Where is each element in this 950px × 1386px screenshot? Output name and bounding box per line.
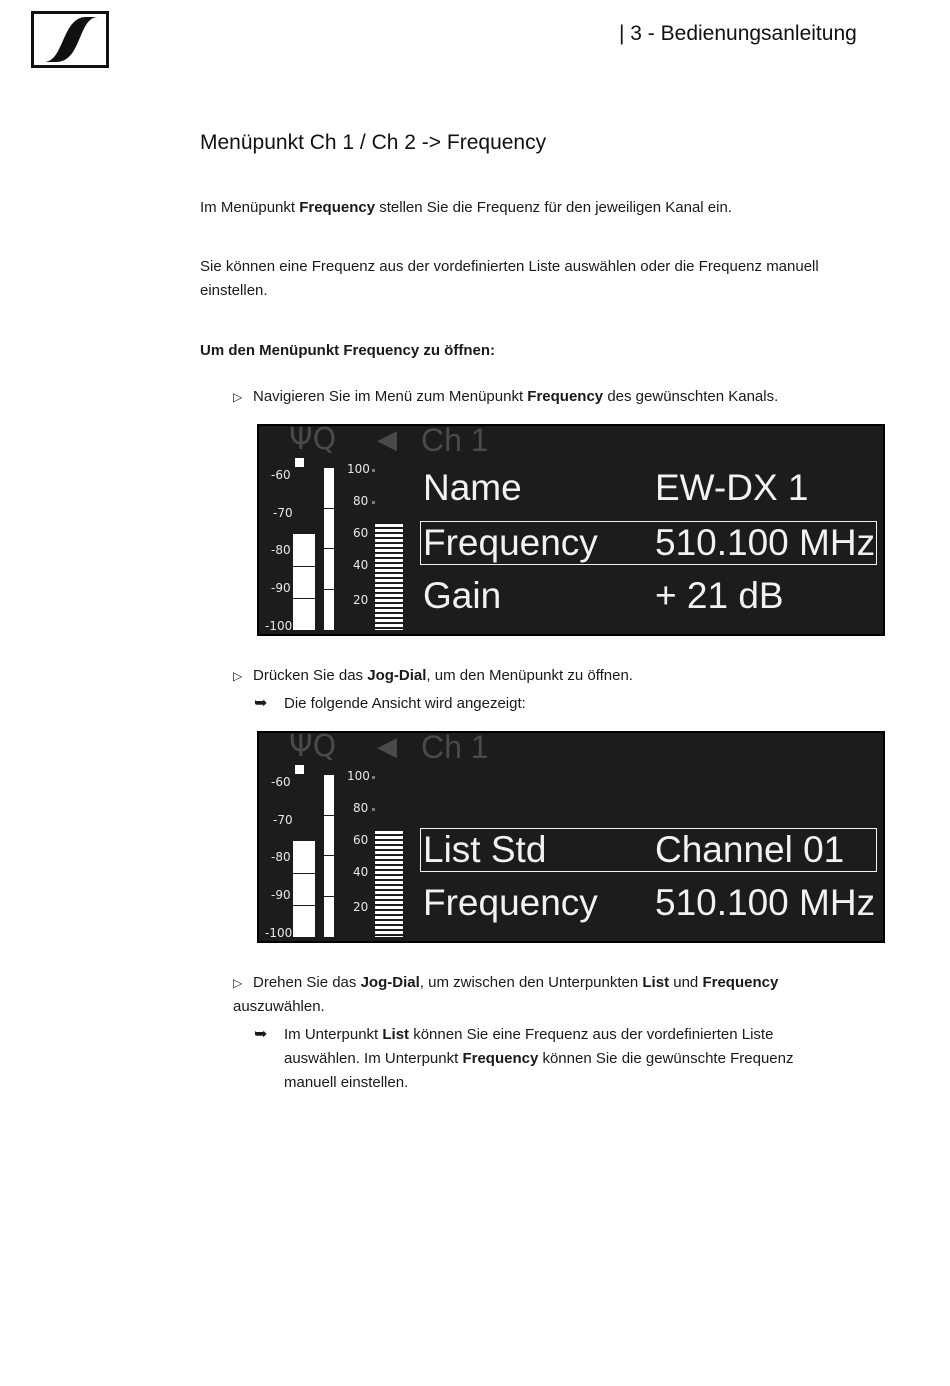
af-scale-label: 60 — [353, 526, 369, 540]
triangle-right-icon: ▷ — [233, 669, 243, 683]
rf-scale-label: -70 — [273, 813, 293, 827]
step-1: ▷ Navigieren Sie im Menü zum Menüpunkt Frequency des gewünschten Kanals. — [233, 385, 853, 409]
procedure-title: Um den Menüpunkt Frequency zu öffnen: — [200, 342, 495, 359]
speaker-icon: ◀ — [377, 731, 397, 761]
antenna-icon: ΨQ — [289, 731, 337, 764]
step-3: ▷ Drehen Sie das Jog-Dial, um zwischen den Unterpunkten List und Frequency auszuwählen. — [233, 971, 833, 1019]
result-2: ➥ Im Unterpunkt List können Sie eine Frequenz aus der vordefinierten Liste auswählen. Im Unterpunkt Frequency können Sie die gewünschte Frequenz manuell einstellen. — [254, 1023, 844, 1095]
af-scale-label: 60 — [353, 833, 369, 847]
af-level-segments — [375, 524, 403, 630]
rf-scale-label: -80 — [271, 850, 291, 864]
menu-row-label: Frequency — [423, 522, 598, 563]
rf-scale-label: -90 — [271, 888, 291, 902]
menu-row-value: + 21 dB — [655, 575, 784, 616]
menu-row-label: Name — [423, 467, 522, 508]
arrow-right-icon: ➥ — [254, 1026, 268, 1043]
menu-row-value: 510.100 MHz — [655, 882, 876, 923]
menu-row-frequency[interactable] — [423, 882, 876, 924]
intro-paragraph-2: Sie können eine Frequenz aus der vordefinierten Liste auswählen oder die Frequenz manuell einstellen. — [200, 258, 819, 299]
af-scale-label: 20 — [353, 593, 369, 607]
menu-row-value: EW-DX 1 — [655, 467, 809, 508]
device-display-2 — [257, 731, 885, 943]
arrow-right-icon: ➥ — [254, 695, 268, 712]
menu-row-value: 510.100 MHz — [655, 522, 876, 563]
result-1: ➥ Die folgende Ansicht wird angezeigt: — [254, 692, 854, 716]
antenna-icon: ΨQ — [289, 424, 337, 457]
rf-scale-label: -80 — [271, 543, 291, 557]
af-scale-label: 40 — [353, 865, 369, 879]
triangle-right-icon: ▷ — [233, 976, 243, 990]
channel-label: Ch 1 — [421, 731, 489, 765]
device-display-1 — [257, 424, 885, 636]
rf-scale-label: -100 — [265, 619, 293, 633]
menu-row-value: Channel 01 — [655, 829, 845, 870]
rf-scale-label: -100 — [265, 926, 293, 940]
rf-level-bar — [293, 841, 315, 937]
af-scale-label: 80 — [353, 494, 369, 508]
triangle-right-icon: ▷ — [233, 390, 243, 404]
menu-row-frequency[interactable] — [420, 521, 877, 565]
menu-row-label: List Std — [423, 829, 547, 870]
af-peak-bar — [324, 775, 334, 937]
af-scale-label: 20 — [353, 900, 369, 914]
af-scale-label: 40 — [353, 558, 369, 572]
section-title: | 3 - Bedienungsanleitung — [619, 22, 857, 45]
af-scale-label: 80 — [353, 801, 369, 815]
af-peak-bar — [324, 468, 334, 630]
page-heading: Menüpunkt Ch 1 / Ch 2 -> Frequency — [200, 131, 547, 154]
af-level-segments — [375, 831, 403, 937]
menu-row-gain[interactable] — [423, 575, 784, 617]
step-2: ▷ Drücken Sie das Jog-Dial, um den Menüpunkt zu öffnen. — [233, 664, 853, 688]
menu-row-label: Gain — [423, 575, 502, 616]
menu-row-list[interactable] — [420, 828, 877, 872]
rf-scale-label: -90 — [271, 581, 291, 595]
intro-paragraph-1: Im Menüpunkt Frequency stellen Sie die Frequenz für den jeweiligen Kanal ein. — [200, 199, 732, 216]
rf-scale-label: -60 — [271, 775, 291, 789]
menu-row-label: Frequency — [423, 882, 598, 923]
menu-row-name[interactable] — [423, 467, 809, 509]
rf-level-bar — [293, 534, 315, 630]
rf-scale-label: -60 — [271, 468, 291, 482]
af-scale-label: 100 — [347, 462, 370, 476]
brand-logo — [31, 11, 109, 68]
channel-label: Ch 1 — [421, 424, 489, 458]
speaker-icon: ◀ — [377, 424, 397, 454]
rf-scale-label: -70 — [273, 506, 293, 520]
af-scale-label: 100 — [347, 769, 370, 783]
